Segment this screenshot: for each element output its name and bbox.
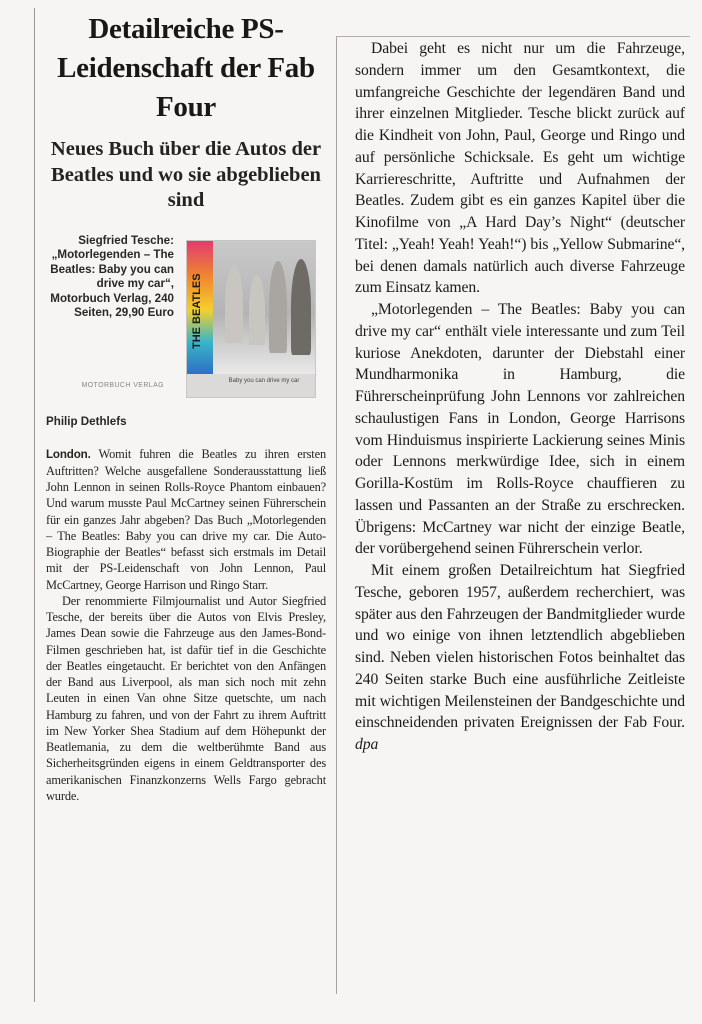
right-paragraph-3-text: Mit einem großen Detailreichtum hat Siegfried Tesche, geboren 1957, außerdem recherchiert, was später aus den Fahrzeugen der Bandmitglieder wurde und wo einige von ihnen letztendlich abgeblieben sind. Neben vielen historischen Fotos beinhaltet das 240 Seiten starke Buch eine ausführliche Zeitleiste mit wichtigen Meilensteinen der Bandgeschichte und einschneidenden privaten Ereignissen der Fab Four. — [355, 562, 685, 732]
left-column — [46, 10, 326, 804]
dateline: London. — [46, 447, 91, 461]
headline: Detailreiche PS-Leidenschaft der Fab Four — [57, 13, 315, 123]
left-paragraph-1 — [46, 446, 326, 593]
right-column — [355, 38, 685, 756]
right-paragraph-3 — [355, 560, 685, 756]
cover-subtitle: Baby you can drive my car — [228, 377, 300, 384]
image-credit: MOTORBUCH VERLAG — [81, 381, 164, 389]
band-member-figure — [249, 275, 265, 345]
book-cover-image — [186, 240, 316, 398]
cover-title: THE BEATLES — [191, 272, 203, 349]
band-member-figure — [291, 259, 311, 355]
cover-photo — [213, 241, 315, 374]
agency-byline: dpa — [355, 736, 379, 753]
band-member-figure — [269, 261, 287, 353]
left-paragraph-1-text: Womit fuhren die Beatles zu ihren ersten Auftritten? Welche ausgefallene Sonderausstattung ließ John Lennon in seinen Rolls-Royce Phantom einbauen? Und warum musste Paul McCartney seinen Führerschein für ein ganzes Jahr abgeben? Das Buch „Motorlegenden – The Beatles: Baby you can drive my car. Die Auto-Biographie der Beatles“ befasst sich erstmals im Detail mit der PS-Leidenschaft von John Lennon, Paul McCartney, George Harrison und Ringo Starr. — [46, 446, 326, 592]
right-column-rule — [336, 36, 337, 994]
author-byline: Philip Dethlefs — [46, 414, 127, 428]
left-column-rule — [34, 8, 35, 1002]
book-info-block — [46, 234, 326, 409]
right-paragraph-1: Dabei geht es nicht nur um die Fahrzeuge, sondern immer um den Gesamtkontext, die umfangreiche Geschichte der legendären Band und ihrer einzelnen Mitglieder. Tesche blickt zurück auf die Kindheit von John, Paul, George und Ringo und auf persönliche Schicksale. Es geht um wichtige Karriereschritte, Auftritte und Aufnahmen der Beatles. Zudem gibt es ein ganzes Kapitel über die Kinofilme von „A Hard Day’s Night“ (deutscher Titel: „Yeah! Yeah! Yeah!“) bis „Yellow Submarine“, bei denen damals natürlich auch diverse Fahrzeuge zum Einsatz kamen. — [355, 40, 685, 297]
band-member-figure — [225, 265, 243, 343]
right-column-top-rule — [336, 36, 690, 37]
book-info: Siegfried Tesche: „Motorlegenden – The Beatles: Baby you can drive my car“, Motorbuch Verlag, 240 Seiten, 29,90 Euro — [50, 233, 174, 320]
subheadline: Neues Buch über die Autos der Beatles und wo sie abgeblieben sind — [50, 138, 322, 211]
left-paragraph-2: Der renommierte Filmjournalist und Autor Siegfried Tesche, der bereits über die Autos von Elvis Presley, James Dean sowie die Fahrzeuge aus den James-Bond-Filmen geschrieben hat, ist dafür tief in die Geschichte der Beatles eingetaucht. Er berichtet von den Anfängen der Band aus Liverpool, als man sich noch mit zehn Leuten in einen Van ohne Sitze quetschte, um nach Hamburg zu fahren, und von der Fahrt zu ihrem Auftritt im New Yorker Shea Stadium auf dem Höhepunkt der Beatlemania, zu dem die weltberühmte Band aus Sicherheitsgründen eigens in einem Geldtransporter des amerikanischen Finanzkonzerns Wells Fargo gebracht wurde. — [46, 593, 326, 803]
right-paragraph-2: „Motorlegenden – The Beatles: Baby you can drive my car“ enthält viele interessante und zum Teil kuriose Anekdoten, darunter der Diebstahl einer Mundharmonika in Hamburg, die Führerscheinprüfung John Lennons vor zahlreichen schaulustigen Fans in London, George Harrisons vom Hinduismus inspirierte Lackierung seines Minis oder Lennons merkwürdige Idee, sich in einem Gorilla-Kostüm im Rolls-Royce chauffieren zu lassen und Passanten an der Straße zu erschrecken. Übrigens: McCartney war nicht der einzige Beatle, der vorübergehend seinen Führerschein verlor. — [355, 301, 685, 558]
